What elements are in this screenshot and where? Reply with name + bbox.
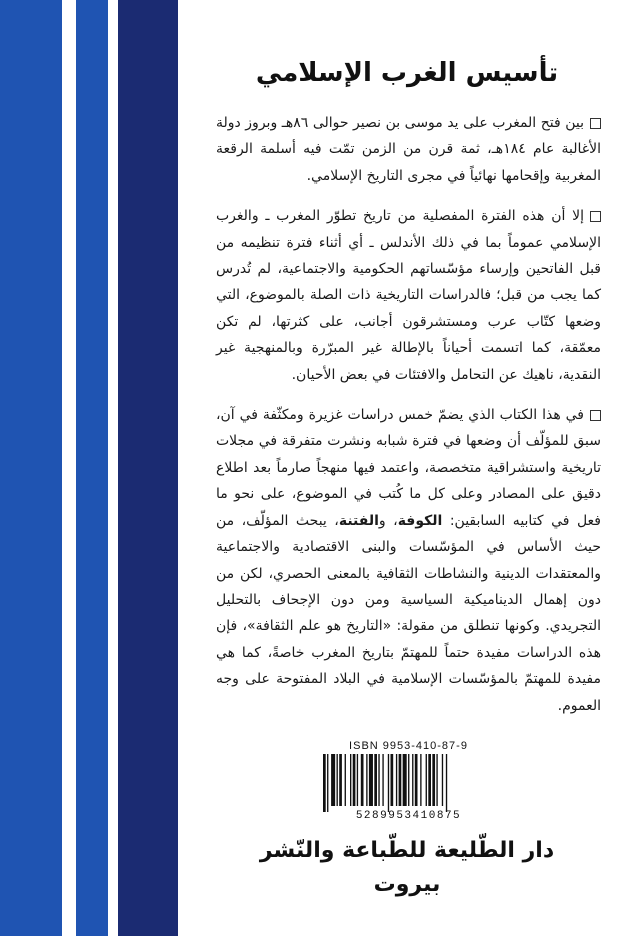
paragraph-2-text: إلا أن هذه الفترة المفصلية من تاريخ تطوّر المغرب ـ والغرب الإسلامي عموماً بما في ذلك الأندلس ـ أي أثناء فترة تنظيمه من قبل الفاتحين وإرساء مؤسّساتهم الحكومية والاجتماعية، لم تُدرس كما يجب من قبل؛ فالدراسات التاريخية ذات الصلة بالموضوع، التي وضعها كتّاب عرب ومستشرقون أجانب، على كثرتها، لم تكن معمّقة، كما اتسمت أحياناً بالإطالة غير المبرّرة وبالمنهجية غير النقدية، ناهيك عن التحامل والافتئات في بعض الأحيان.: [216, 208, 601, 383]
barcode-bar: [337, 754, 338, 806]
barcode-bar: [415, 754, 418, 806]
paragraph-3-conjunction: ، و: [378, 512, 398, 529]
barcode-bar: [399, 754, 402, 806]
barcode-bar: [426, 754, 427, 806]
barcode-bar: [446, 754, 447, 812]
book-title-fitna: الفتنة: [338, 512, 379, 529]
back-cover-page: [178, 0, 636, 936]
stripe-blue-wide: [0, 0, 62, 936]
blurb: [216, 110, 601, 733]
publisher-city: بيروت: [373, 872, 441, 897]
barcode-bar: [327, 754, 328, 812]
stripe-navy: [118, 0, 178, 936]
paragraph-3: [216, 402, 601, 719]
book-title: تأسيس الغرب الإسلامي: [255, 58, 559, 88]
barcode-number: 5289953410875: [355, 810, 462, 822]
barcode-bar: [428, 754, 431, 806]
barcode-bar: [391, 754, 394, 806]
barcode-icon: [321, 754, 496, 812]
barcode-bar: [374, 754, 377, 806]
paragraph-1: [216, 110, 601, 189]
barcode-bar: [350, 754, 351, 806]
paragraph-3-text-end: ، يبحث المؤلّف، من حيث الأساس في المؤسّسات والبنى الاقتصادية والاجتماعية والمعتقدات الدينية والنشاطات الثقافية بالمعنى الحصري، لكن من دون إهمال الديناميكية السياسية ومن دون الإجحاف بالتحليل التجريدي. وكونها تنطلق من مقولة: «التاريخ هو علم الثقافة»، فإن هذه الدراسات مفيدة حتماً للمهتمّ بتاريخ المغرب خاصةً، كما هي مفيدة للمهتمّ بالمؤسّسات الإسلامية في البلاد المفتوحة على وجه العموم.: [216, 512, 601, 714]
barcode-bar: [396, 754, 397, 806]
publisher-name: دار الطّليعة للطّباعة والنّشر: [259, 838, 555, 863]
barcode-bar: [369, 754, 373, 806]
barcode-bar: [345, 754, 346, 806]
barcode-bar: [339, 754, 342, 806]
paragraph-3-text-start: في هذا الكتاب الذي يضمّ خمس دراسات غزيرة ومكثّفة في آن، سبق للمؤلّف أن وضعها في فترة شبابه ونشرت متفرقة في مجلات تاريخية واستشراقية متخصصة، واعتمد فيها منهجاً صارماً بعد اطلاع دقيق على المصادر وعلى كل ما كُتب في الموضوع، على نحو ما فعل في كتابيه السابقين:: [216, 407, 601, 529]
barcode-bar: [408, 754, 409, 806]
bullet-square-icon: [590, 410, 601, 421]
stripe-blue-narrow: [76, 0, 108, 936]
isbn-barcode-block: [321, 740, 496, 822]
barcode-bar: [331, 754, 335, 806]
bullet-square-icon: [590, 211, 601, 222]
barcode-bar: [432, 754, 435, 806]
barcode-bar: [323, 754, 326, 812]
isbn-label: ISBN 9953-410-87-9: [349, 740, 468, 752]
barcode-bar: [382, 754, 383, 806]
barcode-bar: [420, 754, 421, 806]
barcode-bar: [403, 754, 407, 806]
stripe-gap: [62, 0, 76, 936]
barcode-bar: [388, 754, 389, 812]
barcode-bar: [442, 754, 443, 806]
bullet-square-icon: [590, 118, 601, 129]
stripe-gap: [108, 0, 118, 936]
paragraph-1-text: بين فتح المغرب على يد موسى بن نصير حوالى ٨٦هـ وبروز دولة الأغالبة عام ١٨٤هـ، ثمة قرن من الزمن تمّت فيه أسلمة الرقعة المغربية وإقحامها نهائياً في مجرى التاريخ الإسلامي.: [216, 115, 601, 184]
barcode-bar: [412, 754, 413, 806]
barcode-bar: [436, 754, 437, 806]
barcode-bar: [378, 754, 379, 806]
barcode-bar: [366, 754, 367, 806]
barcode-bar: [361, 754, 364, 806]
barcode-bar: [353, 754, 356, 806]
paragraph-2: [216, 203, 601, 388]
book-title-kufa: الكوفة: [397, 512, 443, 529]
barcode-bar: [357, 754, 358, 806]
decorative-stripes: [0, 0, 178, 936]
